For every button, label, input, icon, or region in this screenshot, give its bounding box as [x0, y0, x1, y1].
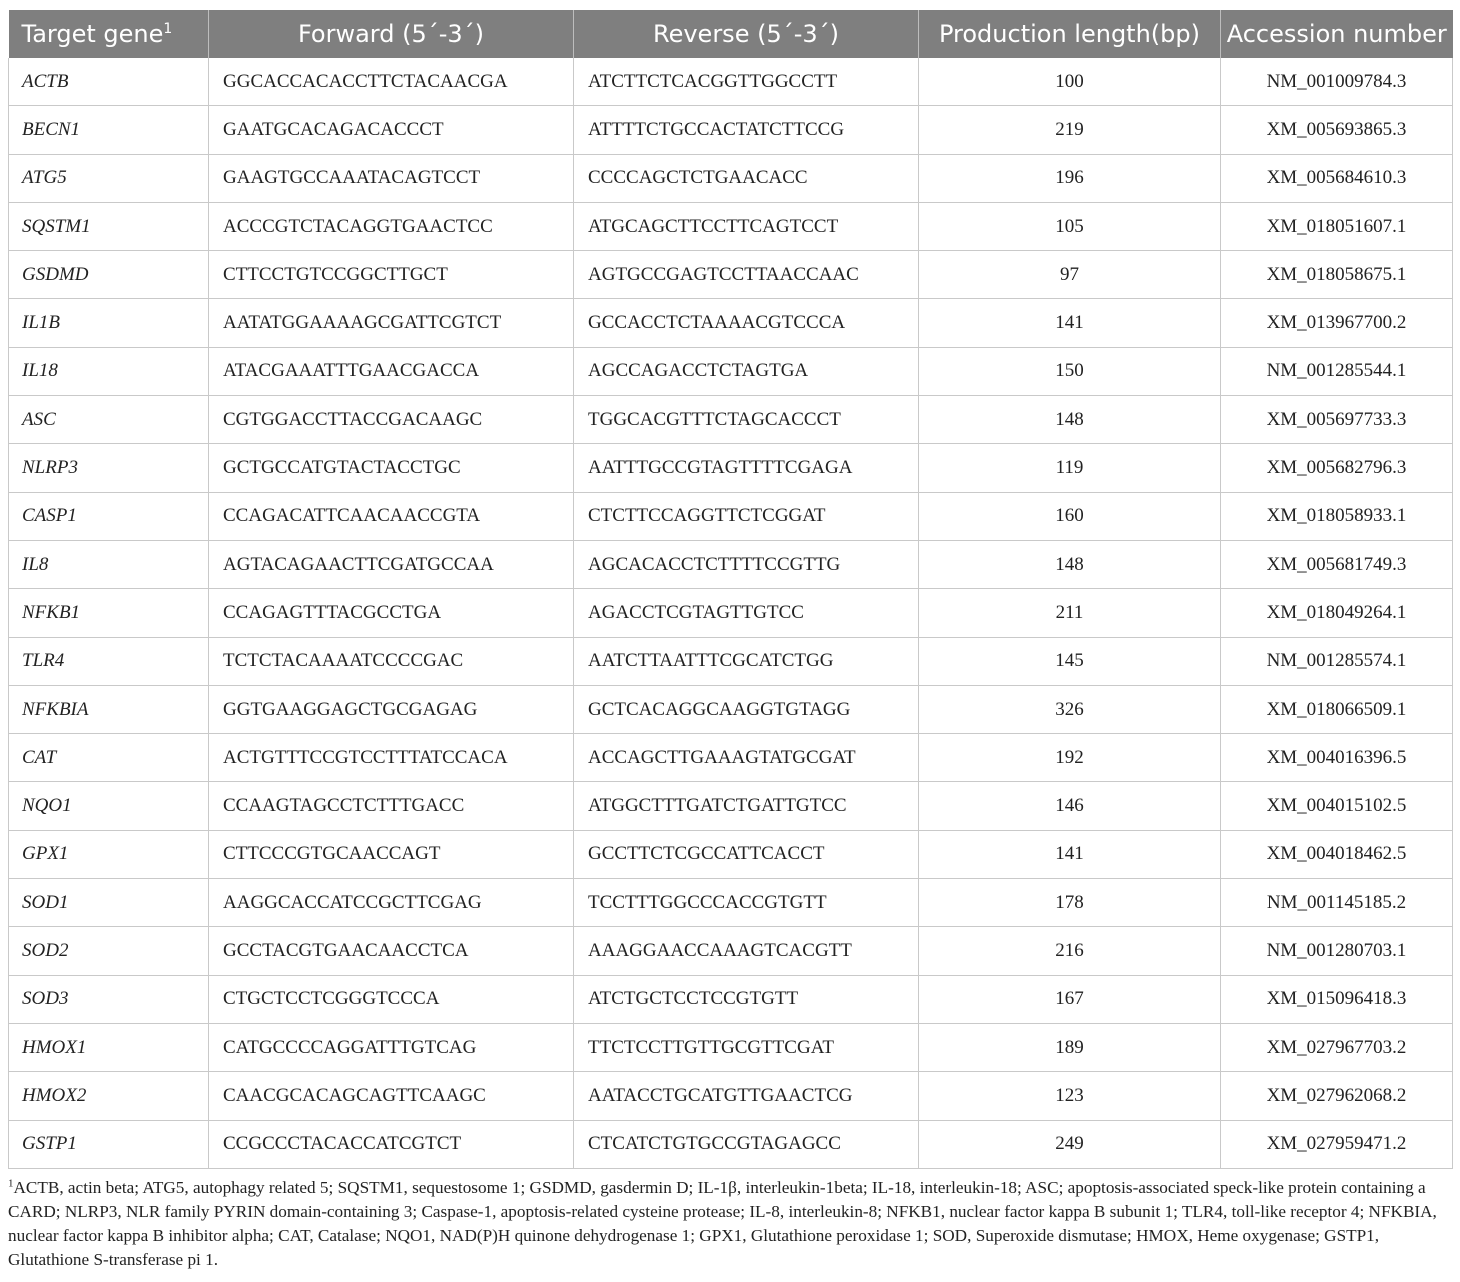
cell-accession-number: XM_005697733.3: [1221, 396, 1453, 444]
cell-reverse-primer: ACCAGCTTGAAAGTATGCGAT: [574, 734, 919, 782]
cell-forward-primer: ATACGAAATTTGAACGACCA: [209, 347, 574, 395]
cell-forward-primer: AAGGCACCATCCGCTTCGAG: [209, 879, 574, 927]
cell-production-length: 219: [919, 106, 1221, 154]
cell-forward-primer: CGTGGACCTTACCGACAAGC: [209, 396, 574, 444]
cell-production-length: 160: [919, 492, 1221, 540]
header-target-gene-label: Target gene: [21, 20, 164, 48]
cell-forward-primer: GGCACCACACCTTCTACAACGA: [209, 58, 574, 106]
table-header: [9, 10, 1453, 58]
cell-reverse-primer: ATCTGCTCCTCCGTGTT: [574, 975, 919, 1023]
table-row: [9, 830, 1453, 878]
cell-reverse-primer: GCTCACAGGCAAGGTGTAGG: [574, 685, 919, 733]
table-row: [9, 396, 1453, 444]
table-row: [9, 637, 1453, 685]
cell-reverse-primer: AGACCTCGTAGTTGTCC: [574, 589, 919, 637]
cell-target-gene: ATG5: [9, 154, 209, 202]
cell-reverse-primer: ATGGCTTTGATCTGATTGTCC: [574, 782, 919, 830]
cell-target-gene: GSDMD: [9, 251, 209, 299]
cell-accession-number: XM_015096418.3: [1221, 975, 1453, 1023]
table-row: [9, 927, 1453, 975]
primer-table: [8, 10, 1453, 1169]
table-row: [9, 492, 1453, 540]
table-row: [9, 106, 1453, 154]
cell-target-gene: GPX1: [9, 830, 209, 878]
cell-target-gene: SQSTM1: [9, 202, 209, 250]
cell-target-gene: HMOX2: [9, 1072, 209, 1120]
cell-production-length: 123: [919, 1072, 1221, 1120]
cell-accession-number: XM_005693865.3: [1221, 106, 1453, 154]
cell-target-gene: NQO1: [9, 782, 209, 830]
cell-target-gene: TLR4: [9, 637, 209, 685]
cell-target-gene: ASC: [9, 396, 209, 444]
cell-forward-primer: CATGCCCCAGGATTTGTCAG: [209, 1023, 574, 1071]
table-row: [9, 251, 1453, 299]
cell-forward-primer: CAACGCACAGCAGTTCAAGC: [209, 1072, 574, 1120]
cell-forward-primer: CTTCCCGTGCAACCAGT: [209, 830, 574, 878]
cell-production-length: 211: [919, 589, 1221, 637]
cell-reverse-primer: ATGCAGCTTCCTTCAGTCCT: [574, 202, 919, 250]
cell-target-gene: NFKBIA: [9, 685, 209, 733]
cell-accession-number: XM_005684610.3: [1221, 154, 1453, 202]
cell-accession-number: XM_018051607.1: [1221, 202, 1453, 250]
cell-target-gene: CASP1: [9, 492, 209, 540]
cell-target-gene: IL8: [9, 540, 209, 588]
cell-production-length: 326: [919, 685, 1221, 733]
table-row: [9, 685, 1453, 733]
cell-reverse-primer: GCCACCTCTAAAACGTCCCA: [574, 299, 919, 347]
table-row: [9, 540, 1453, 588]
cell-production-length: 150: [919, 347, 1221, 395]
cell-target-gene: SOD2: [9, 927, 209, 975]
primer-table-container: [8, 10, 1452, 1169]
cell-reverse-primer: AGCACACCTCTTTTCCGTTG: [574, 540, 919, 588]
cell-forward-primer: ACCCGTCTACAGGTGAACTCC: [209, 202, 574, 250]
header-row: [9, 10, 1453, 58]
cell-accession-number: XM_013967700.2: [1221, 299, 1453, 347]
cell-forward-primer: AATATGGAAAAGCGATTCGTCT: [209, 299, 574, 347]
cell-forward-primer: CCGCCCTACACCATCGTCT: [209, 1120, 574, 1168]
cell-forward-primer: TCTCTACAAAATCCCCGAC: [209, 637, 574, 685]
header-forward: Forward (5´-3´): [209, 10, 574, 58]
table-row: [9, 154, 1453, 202]
cell-accession-number: NM_001280703.1: [1221, 927, 1453, 975]
cell-forward-primer: GGTGAAGGAGCTGCGAGAG: [209, 685, 574, 733]
cell-forward-primer: CTGCTCCTCGGGTCCCA: [209, 975, 574, 1023]
table-row: [9, 1023, 1453, 1071]
cell-accession-number: XM_004015102.5: [1221, 782, 1453, 830]
cell-reverse-primer: ATTTTCTGCCACTATCTTCCG: [574, 106, 919, 154]
cell-reverse-primer: AATTTGCCGTAGTTTTCGAGA: [574, 444, 919, 492]
cell-accession-number: XM_027967703.2: [1221, 1023, 1453, 1071]
cell-reverse-primer: AGTGCCGAGTCCTTAACCAAC: [574, 251, 919, 299]
cell-production-length: 148: [919, 396, 1221, 444]
cell-reverse-primer: ATCTTCTCACGGTTGGCCTT: [574, 58, 919, 106]
cell-accession-number: NM_001285574.1: [1221, 637, 1453, 685]
cell-reverse-primer: AATACCTGCATGTTGAACTCG: [574, 1072, 919, 1120]
table-row: [9, 734, 1453, 782]
cell-production-length: 105: [919, 202, 1221, 250]
cell-accession-number: XM_005682796.3: [1221, 444, 1453, 492]
cell-accession-number: XM_018058933.1: [1221, 492, 1453, 540]
cell-reverse-primer: TCCTTTGGCCCACCGTGTT: [574, 879, 919, 927]
cell-reverse-primer: AAAGGAACCAAAGTCACGTT: [574, 927, 919, 975]
cell-forward-primer: CCAAGTAGCCTCTTTGACC: [209, 782, 574, 830]
cell-accession-number: NM_001145185.2: [1221, 879, 1453, 927]
cell-target-gene: HMOX1: [9, 1023, 209, 1071]
cell-reverse-primer: CCCCAGCTCTGAACACC: [574, 154, 919, 202]
footnote-marker: 1: [8, 1177, 14, 1190]
cell-accession-number: XM_027959471.2: [1221, 1120, 1453, 1168]
cell-accession-number: XM_004018462.5: [1221, 830, 1453, 878]
header-target-gene: [9, 10, 209, 58]
cell-target-gene: NFKB1: [9, 589, 209, 637]
cell-target-gene: SOD3: [9, 975, 209, 1023]
cell-accession-number: XM_005681749.3: [1221, 540, 1453, 588]
table-row: [9, 1072, 1453, 1120]
cell-accession-number: XM_018049264.1: [1221, 589, 1453, 637]
cell-target-gene: BECN1: [9, 106, 209, 154]
cell-target-gene: ACTB: [9, 58, 209, 106]
cell-production-length: 141: [919, 830, 1221, 878]
cell-forward-primer: CTTCCTGTCCGGCTTGCT: [209, 251, 574, 299]
header-production-length: Production length(bp): [919, 10, 1221, 58]
cell-forward-primer: GCTGCCATGTACTACCTGC: [209, 444, 574, 492]
cell-forward-primer: AGTACAGAACTTCGATGCCAA: [209, 540, 574, 588]
cell-production-length: 196: [919, 154, 1221, 202]
cell-target-gene: IL18: [9, 347, 209, 395]
cell-forward-primer: ACTGTTTCCGTCCTTTATCCACA: [209, 734, 574, 782]
table-row: [9, 299, 1453, 347]
cell-reverse-primer: CTCTTCCAGGTTCTCGGAT: [574, 492, 919, 540]
footnote-text: ACTB, actin beta; ATG5, autophagy related 5; SQSTM1, sequestosome 1; GSDMD, gasdermin D; IL-1β, interleukin-1beta; IL-18, interleukin-18; ASC; apoptosis-associated speck-like protein containing a CARD; NLRP3, NLR family PYRIN domain-containing 3; Caspase-1, apoptosis-related cysteine protease; IL-8, interleukin-8; NFKB1, nuclear factor kappa B subunit 1; TLR4, toll-like receptor 4; NFKBIA, nuclear factor kappa B inhibitor alpha; CAT, Catalase; NQO1, NAD(P)H quinone dehydrogenase 1; GPX1, Glutathione peroxidase 1; SOD, Superoxide dismutase; HMOX, Heme oxygenase; GSTP1, Glutathione S-transferase pi 1.: [8, 1178, 1437, 1269]
cell-target-gene: SOD1: [9, 879, 209, 927]
table-row: [9, 975, 1453, 1023]
cell-reverse-primer: GCCTTCTCGCCATTCACCT: [574, 830, 919, 878]
table-row: [9, 782, 1453, 830]
table-row: [9, 444, 1453, 492]
cell-production-length: 189: [919, 1023, 1221, 1071]
cell-forward-primer: GAAGTGCCAAATACAGTCCT: [209, 154, 574, 202]
cell-reverse-primer: TTCTCCTTGTTGCGTTCGAT: [574, 1023, 919, 1071]
table-row: [9, 58, 1453, 106]
cell-production-length: 146: [919, 782, 1221, 830]
cell-production-length: 192: [919, 734, 1221, 782]
cell-accession-number: NM_001009784.3: [1221, 58, 1453, 106]
cell-target-gene: CAT: [9, 734, 209, 782]
cell-production-length: 141: [919, 299, 1221, 347]
table-row: [9, 202, 1453, 250]
cell-accession-number: XM_004016396.5: [1221, 734, 1453, 782]
cell-reverse-primer: CTCATCTGTGCCGTAGAGCC: [574, 1120, 919, 1168]
cell-target-gene: IL1B: [9, 299, 209, 347]
header-accession-number: Accession number: [1221, 10, 1453, 58]
cell-reverse-primer: AGCCAGACCTCTAGTGA: [574, 347, 919, 395]
table-row: [9, 347, 1453, 395]
cell-forward-primer: GCCTACGTGAACAACCTCA: [209, 927, 574, 975]
cell-production-length: 249: [919, 1120, 1221, 1168]
table-row: [9, 589, 1453, 637]
cell-forward-primer: CCAGAGTTTACGCCTGA: [209, 589, 574, 637]
cell-accession-number: NM_001285544.1: [1221, 347, 1453, 395]
cell-reverse-primer: TGGCACGTTTCTAGCACCCT: [574, 396, 919, 444]
cell-target-gene: NLRP3: [9, 444, 209, 492]
cell-production-length: 145: [919, 637, 1221, 685]
cell-production-length: 97: [919, 251, 1221, 299]
cell-production-length: 178: [919, 879, 1221, 927]
table-row: [9, 879, 1453, 927]
cell-production-length: 119: [919, 444, 1221, 492]
cell-forward-primer: GAATGCACAGACACCCT: [209, 106, 574, 154]
cell-production-length: 148: [919, 540, 1221, 588]
header-reverse: Reverse (5´-3´): [574, 10, 919, 58]
cell-target-gene: GSTP1: [9, 1120, 209, 1168]
cell-production-length: 167: [919, 975, 1221, 1023]
cell-accession-number: XM_018058675.1: [1221, 251, 1453, 299]
cell-accession-number: XM_018066509.1: [1221, 685, 1453, 733]
header-footnote-marker: 1: [163, 21, 173, 37]
cell-reverse-primer: AATCTTAATTTCGCATCTGG: [574, 637, 919, 685]
cell-forward-primer: CCAGACATTCAACAACCGTA: [209, 492, 574, 540]
table-body: [9, 58, 1453, 1168]
cell-production-length: 216: [919, 927, 1221, 975]
cell-production-length: 100: [919, 58, 1221, 106]
cell-accession-number: XM_027962068.2: [1221, 1072, 1453, 1120]
footnote: [8, 1176, 1452, 1272]
table-row: [9, 1120, 1453, 1168]
